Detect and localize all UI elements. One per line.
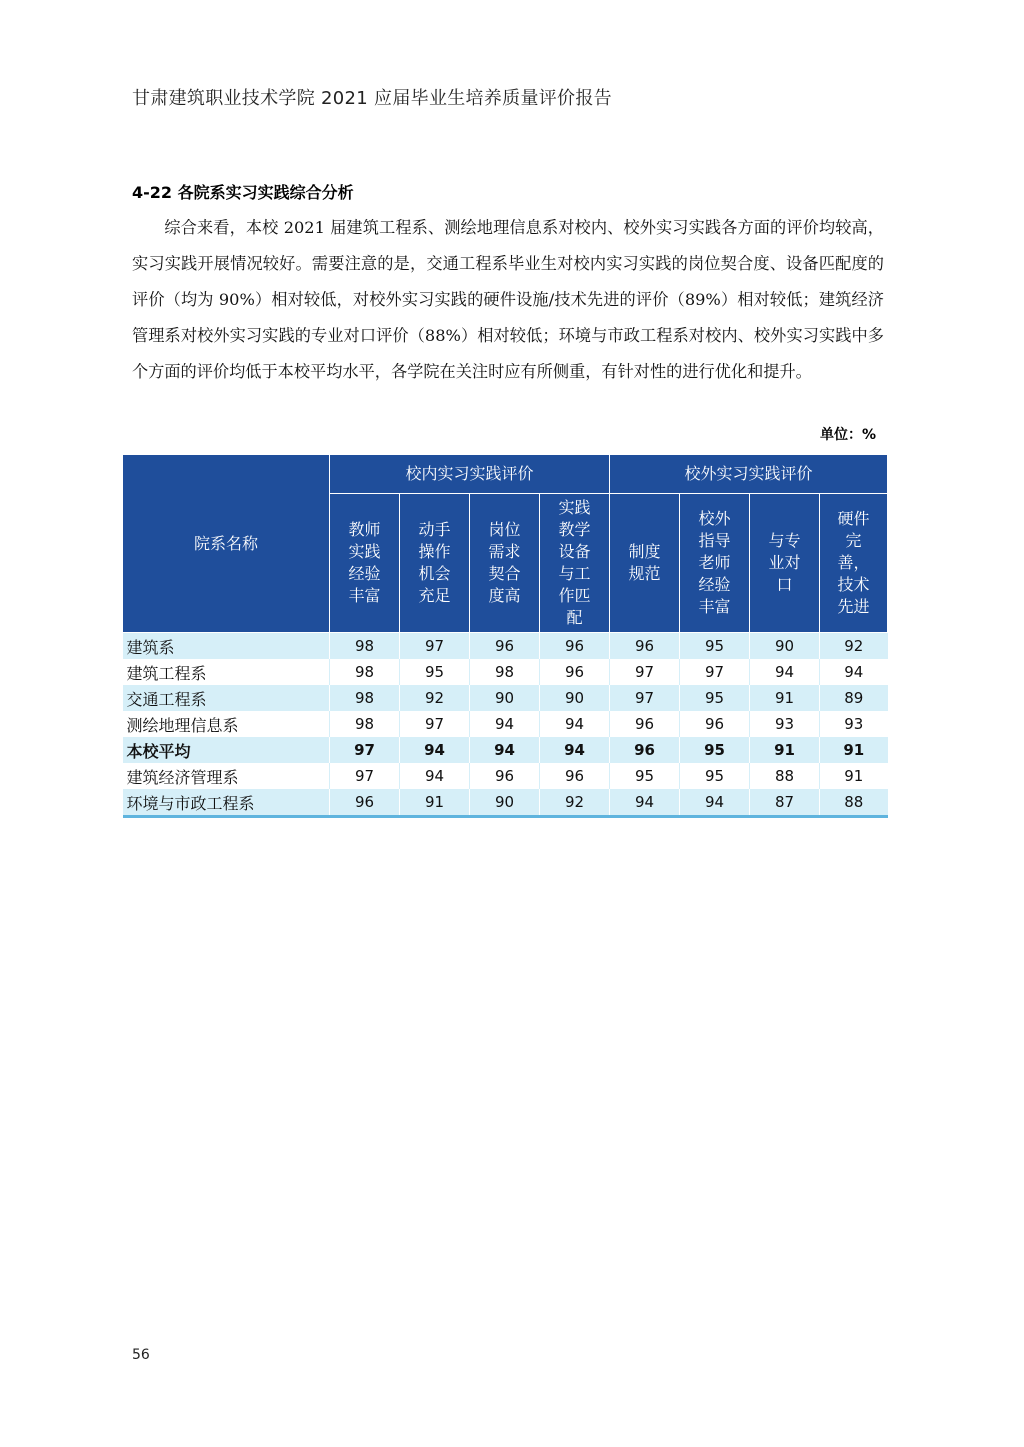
table-row — [123, 789, 888, 817]
table-cell: 94 — [540, 737, 610, 763]
table-cell: 90 — [540, 685, 610, 711]
table-cell: 95 — [680, 685, 750, 711]
table-cell: 88 — [750, 763, 820, 789]
table-row — [123, 659, 888, 685]
column-header: 与专业对口 — [750, 494, 820, 633]
table-cell: 90 — [750, 633, 820, 660]
table-cell: 97 — [680, 659, 750, 685]
table-cell: 95 — [610, 763, 680, 789]
table-cell: 96 — [540, 659, 610, 685]
row-header-department: 院系名称 — [123, 455, 330, 633]
table-cell: 96 — [470, 633, 540, 660]
column-header: 教师实践经验丰富 — [330, 494, 400, 633]
table-cell: 96 — [610, 711, 680, 737]
column-header: 硬件完善，技术先进 — [820, 494, 888, 633]
table-cell: 97 — [610, 659, 680, 685]
table-cell: 91 — [400, 789, 470, 817]
table-cell: 92 — [540, 789, 610, 817]
table-cell: 94 — [610, 789, 680, 817]
table-cell: 94 — [750, 659, 820, 685]
department-name: 交通工程系 — [123, 685, 330, 711]
table-cell: 97 — [330, 737, 400, 763]
table-cell: 97 — [400, 711, 470, 737]
table-cell: 96 — [330, 789, 400, 817]
table-cell: 94 — [400, 737, 470, 763]
table-cell: 92 — [820, 633, 888, 660]
table-cell: 93 — [820, 711, 888, 737]
table-row — [123, 685, 888, 711]
column-header: 实践教学设备与工作匹配 — [540, 494, 610, 633]
table-cell: 96 — [610, 633, 680, 660]
table-cell: 98 — [330, 633, 400, 660]
unit-label: 单位：% — [820, 427, 877, 443]
evaluation-table — [122, 454, 888, 818]
table-cell: 95 — [400, 659, 470, 685]
department-name: 测绘地理信息系 — [123, 711, 330, 737]
column-header: 岗位需求契合度高 — [470, 494, 540, 633]
table-cell: 94 — [820, 659, 888, 685]
table-cell: 94 — [400, 763, 470, 789]
table-cell: 89 — [820, 685, 888, 711]
table-cell: 91 — [820, 737, 888, 763]
table-cell: 96 — [610, 737, 680, 763]
table-cell: 87 — [750, 789, 820, 817]
department-name: 建筑系 — [123, 633, 330, 660]
table-row — [123, 711, 888, 737]
table-cell: 94 — [680, 789, 750, 817]
table-cell: 94 — [470, 737, 540, 763]
report-header: 甘肃建筑职业技术学院 2021 应届毕业生培养质量评价报告 — [132, 88, 612, 109]
table-cell: 88 — [820, 789, 888, 817]
department-name: 建筑经济管理系 — [123, 763, 330, 789]
column-header: 动手操作机会充足 — [400, 494, 470, 633]
table-cell: 97 — [400, 633, 470, 660]
table-row — [123, 633, 888, 660]
table-cell: 90 — [470, 789, 540, 817]
section-title: 4-22 各院系实习实践综合分析 — [132, 183, 354, 202]
table-cell: 98 — [330, 685, 400, 711]
department-name: 本校平均 — [123, 737, 330, 763]
table-row-average — [123, 737, 888, 763]
table-cell: 97 — [330, 763, 400, 789]
table-cell: 95 — [680, 633, 750, 660]
group-header-off-campus: 校外实习实践评价 — [610, 455, 888, 494]
table-cell: 96 — [680, 711, 750, 737]
department-name: 环境与市政工程系 — [123, 789, 330, 817]
column-header: 制度规范 — [610, 494, 680, 633]
table-cell: 98 — [330, 659, 400, 685]
table-cell: 96 — [470, 763, 540, 789]
table-cell: 98 — [330, 711, 400, 737]
table-cell: 91 — [750, 737, 820, 763]
table-cell: 98 — [470, 659, 540, 685]
table-cell: 94 — [470, 711, 540, 737]
table-cell: 92 — [400, 685, 470, 711]
table-cell: 94 — [540, 711, 610, 737]
column-header: 校外指导老师经验丰富 — [680, 494, 750, 633]
group-header-on-campus: 校内实习实践评价 — [330, 455, 610, 494]
analysis-paragraph: 综合来看，本校 2021 届建筑工程系、测绘地理信息系对校内、校外实习实践各方面的评价均较高，实习实践开展情况较好。需要注意的是，交通工程系毕业生对校内实习实践的岗位契合度、设备匹配度的评价（均为 90%）相对较低，对校外实习实践的硬件设施/技术先进的评价（89%）相对较低；建筑经济管理系对校外实习实践的专业对口评价（88%）相对较低；环境与市政工程系对校内、校外实习实践中多个方面的评价均低于本校平均水平，各学院在关注时应有所侧重，有针对性的进行优化和提升。 — [132, 218, 884, 381]
department-name: 建筑工程系 — [123, 659, 330, 685]
table-cell: 96 — [540, 763, 610, 789]
table-cell: 95 — [680, 737, 750, 763]
table-cell: 91 — [820, 763, 888, 789]
table-cell: 95 — [680, 763, 750, 789]
page-number: 56 — [132, 1347, 150, 1363]
table-cell: 96 — [540, 633, 610, 660]
table-cell: 90 — [470, 685, 540, 711]
table-cell: 93 — [750, 711, 820, 737]
table-row — [123, 763, 888, 789]
table-cell: 91 — [750, 685, 820, 711]
table-cell: 97 — [610, 685, 680, 711]
